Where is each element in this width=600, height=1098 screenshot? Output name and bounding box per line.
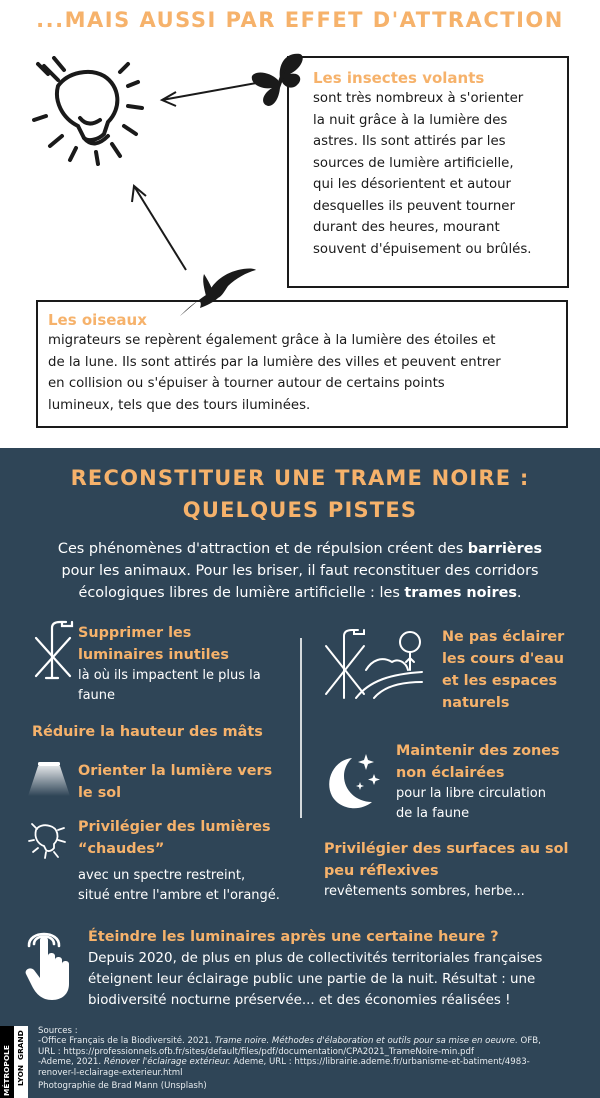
insects-line: qui les désorientent et autour (313, 177, 511, 192)
column-divider (300, 638, 302, 818)
insects-line: astres. Ils sont attirés par les (313, 134, 506, 149)
attraction-section (0, 0, 600, 448)
birds-line: en collision ou s'épuiser à tourner autour de certains points (48, 376, 445, 391)
river-nature-icon (322, 624, 426, 700)
section-title: ...MAIS AUSSI PAR EFFET D'ATTRACTION (36, 8, 564, 32)
warm-bulb-icon (28, 820, 68, 860)
intro-text-part: pour les animaux. Pour les briser, il faut reconstituer des corridors (61, 563, 539, 579)
birds-line: lumineux, tels que des tours iluminées. (48, 397, 311, 413)
tip-text: faune (78, 688, 116, 703)
arrow-birds (134, 186, 186, 270)
tip-text: éteignent leur éclairage public une partie de la nuit. Résultat : une (88, 972, 536, 987)
arrow-birds-head (132, 186, 146, 202)
tip-title: Maintenir des zones (396, 743, 560, 759)
butterfly-icon (250, 50, 312, 108)
tip-title: le sol (78, 785, 122, 801)
tip-text: avec un spectre restreint, (78, 868, 246, 883)
insects-line: souvent d'épuisement ou brûlés. (313, 241, 532, 257)
birds-text (48, 330, 556, 416)
source-url: URL : https://professionnels.ofb.fr/sites/default/files/pdf/documentation/CPA2021_TrameNoire-min.pdf (38, 1046, 474, 1057)
intro-text (20, 538, 580, 604)
insects-box (287, 56, 569, 288)
tip-title: naturels (442, 695, 510, 711)
tip-title: et les espaces (442, 673, 558, 689)
logo-text: MÉTROPOLE (2, 1045, 11, 1096)
pointing-hand-icon (24, 928, 76, 1002)
solutions-title-line: QUELQUES PISTES (182, 498, 418, 522)
intro-text-part: Ces phénomènes d'attraction et de répulsion créent des (57, 541, 468, 557)
bird-icon (178, 262, 258, 318)
birds-title: Les oiseaux (48, 311, 147, 329)
tip-supprimer (78, 622, 298, 706)
tip-title: peu réflexives (324, 863, 439, 879)
tip-text: situé entre l'ambre et l'orangé. (78, 888, 280, 903)
tip-title: Ne pas éclairer (442, 629, 565, 645)
source-title: Trame noire. Méthodes d'élaboration et outils pour sa mise en oeuvre. (214, 1036, 518, 1047)
insects-line: sources de lumière artificielle, (313, 155, 514, 171)
downward-lamp-icon (26, 758, 72, 798)
source-url: renover-l-eclairage-exterieur.html (38, 1067, 183, 1078)
intro-highlight: barrières (467, 541, 543, 557)
tip-surfaces (324, 838, 594, 902)
source-text: -Office Français de la Biodiversité. 2021. (38, 1036, 215, 1047)
insects-line: durant des heures, mourant (313, 220, 500, 235)
tip-reduire (32, 721, 298, 743)
arrow-insects-head (162, 92, 176, 106)
tip-text: pour la libre circulation (396, 786, 546, 801)
tip-text: revêtements sombres, herbe... (324, 884, 525, 899)
intro-highlight: trames noires (404, 585, 517, 601)
grand-lyon-logo (0, 1026, 28, 1098)
insects-line: sont très nombreux à s'orienter (313, 91, 524, 106)
arrow-insects (162, 82, 262, 100)
tip-text: biodiversité nocturne préservée... et des économies réalisées ! (88, 993, 511, 1008)
moon-stars-icon (322, 744, 384, 812)
tip-eau (442, 626, 592, 714)
intro-text-part: écologiques libres de lumière artificielle : les (78, 585, 405, 601)
tip-text: là où ils impactent le plus la (78, 668, 261, 683)
logo-text: GRAND (16, 1030, 25, 1060)
tip-title: Orienter la lumière vers (78, 763, 273, 779)
sources-block (38, 1026, 594, 1091)
insects-line: la nuit grâce à la lumière des (313, 112, 508, 128)
tip-zones (396, 740, 592, 824)
insects-text (311, 88, 557, 260)
light-bulb-icon (32, 56, 162, 186)
source-text: Ademe, URL : https://librairie.ademe.fr/urbanisme-et-batiment/4983- (230, 1057, 530, 1068)
birds-line: migrateurs se repèrent également grâce à la lumière des étoiles et (48, 333, 496, 348)
tip-title: Réduire la hauteur des mâts (32, 724, 263, 740)
tip-title: non éclairées (396, 765, 505, 781)
tip-eteindre (88, 926, 594, 1011)
tip-title: Éteindre les luminaires après une certaine heure ? (88, 929, 499, 945)
tip-text: Depuis 2020, de plus en plus de collectivités territoriales françaises (88, 951, 543, 966)
tip-chaudes (78, 816, 300, 906)
photo-credit: Photographie de Brad Mann (Unsplash) (38, 1081, 207, 1092)
source-text: -Ademe, 2021. (38, 1057, 104, 1068)
crossed-streetlight-icon (32, 618, 74, 680)
tip-title: les cours d'eau (442, 651, 565, 667)
tip-title: Supprimer les (78, 625, 192, 641)
sources-label: Sources : (38, 1026, 78, 1036)
tip-title: Privilégier des surfaces au sol (324, 841, 569, 857)
intro-text-part: . (516, 585, 522, 601)
tip-text: de la faune (396, 806, 470, 821)
tip-orienter (78, 760, 298, 804)
solutions-title (0, 462, 600, 526)
insects-title: Les insectes volants (313, 69, 485, 87)
birds-line: de la lune. Ils sont attirés par la lumière des villes et peuvent entrer (48, 354, 501, 370)
tip-title: luminaires inutiles (78, 647, 229, 663)
logo-text: LYON (16, 1064, 25, 1086)
tip-title: Privilégier des lumières (78, 819, 271, 835)
tip-title: “chaudes” (78, 841, 165, 857)
source-title: Rénover l'éclairage extérieur. (103, 1057, 231, 1068)
birds-box (36, 300, 568, 428)
insects-line: desquelles ils peuvent tourner (313, 198, 515, 214)
source-text: OFB, (517, 1036, 541, 1047)
solutions-title-line: RECONSTITUER UNE TRAME NOIRE : (70, 466, 530, 490)
solutions-section (0, 448, 600, 1098)
